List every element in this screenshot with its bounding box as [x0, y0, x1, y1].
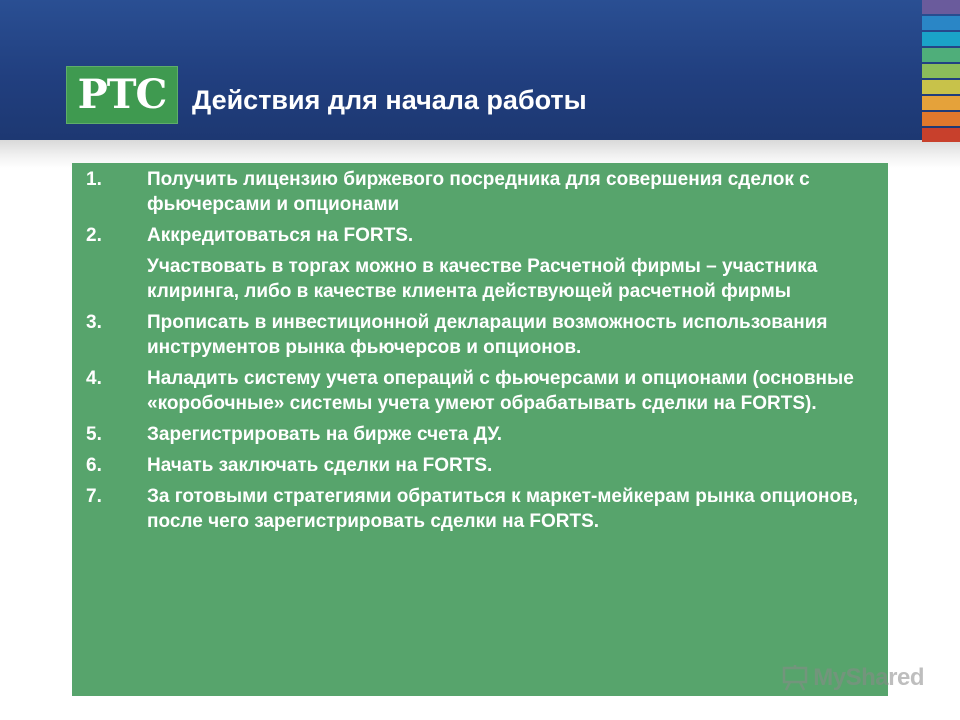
- rts-logo: [66, 66, 178, 124]
- list-item-text: Участвовать в торгах можно в качестве Расчетной фирмы – участника клиринга, либо в качестве клиента действующей расчетной фирмы: [147, 256, 818, 302]
- list-item-number: 2.: [86, 225, 102, 246]
- color-stripe: [922, 112, 960, 126]
- content-box: [72, 163, 888, 696]
- list-item-text: Получить лицензию биржевого посредника для совершения сделок с фьючерсами и опционами: [147, 169, 810, 215]
- color-stripe: [922, 80, 960, 94]
- list-item-text: Наладить систему учета операций с фьючерсами и опционами (основные «коробочные» системы учета умеют обрабатывать сделки на FORTS).: [147, 368, 854, 414]
- list-item-number: 4.: [86, 368, 102, 389]
- list-item: [72, 366, 888, 416]
- list-item: [72, 254, 888, 304]
- list-item-number: 1.: [86, 169, 102, 190]
- list-item-text: Зарегистрировать на бирже счета ДУ.: [147, 424, 503, 445]
- color-stripe: [922, 0, 960, 14]
- watermark-text: MyShared: [813, 664, 924, 691]
- color-stripe: [922, 48, 960, 62]
- list-item-text: За готовыми стратегиями обратиться к маркет-мейкерам рынка опционов, после чего зарегистрировать сделки на FORTS.: [147, 486, 859, 532]
- watermark: [781, 664, 924, 692]
- color-stripe: [922, 64, 960, 78]
- steps-list: [72, 167, 888, 540]
- list-item: [72, 484, 888, 534]
- color-stripe: [922, 16, 960, 30]
- list-item: [72, 223, 888, 248]
- color-stripe: [922, 128, 960, 142]
- list-item-number: 7.: [86, 486, 102, 507]
- list-item: [72, 453, 888, 478]
- list-item-number: 5.: [86, 424, 102, 445]
- list-item-text: Аккредитоваться на FORTS.: [147, 225, 414, 246]
- list-item: [72, 167, 888, 217]
- color-stripes: [922, 0, 960, 150]
- slide-title: Действия для начала работы: [192, 85, 587, 115]
- list-item: [72, 422, 888, 447]
- presentation-board-icon: [781, 665, 809, 691]
- list-item-number: 6.: [86, 455, 102, 476]
- list-item-text: Начать заключать сделки на FORTS.: [147, 455, 493, 476]
- logo-text: РТС: [77, 71, 167, 118]
- list-item-number: 3.: [86, 312, 102, 333]
- list-item: [72, 310, 888, 360]
- color-stripe: [922, 96, 960, 110]
- color-stripe: [922, 32, 960, 46]
- list-item-text: Прописать в инвестиционной декларации возможность использования инструментов рынка фьючерсов и опционов.: [147, 312, 828, 358]
